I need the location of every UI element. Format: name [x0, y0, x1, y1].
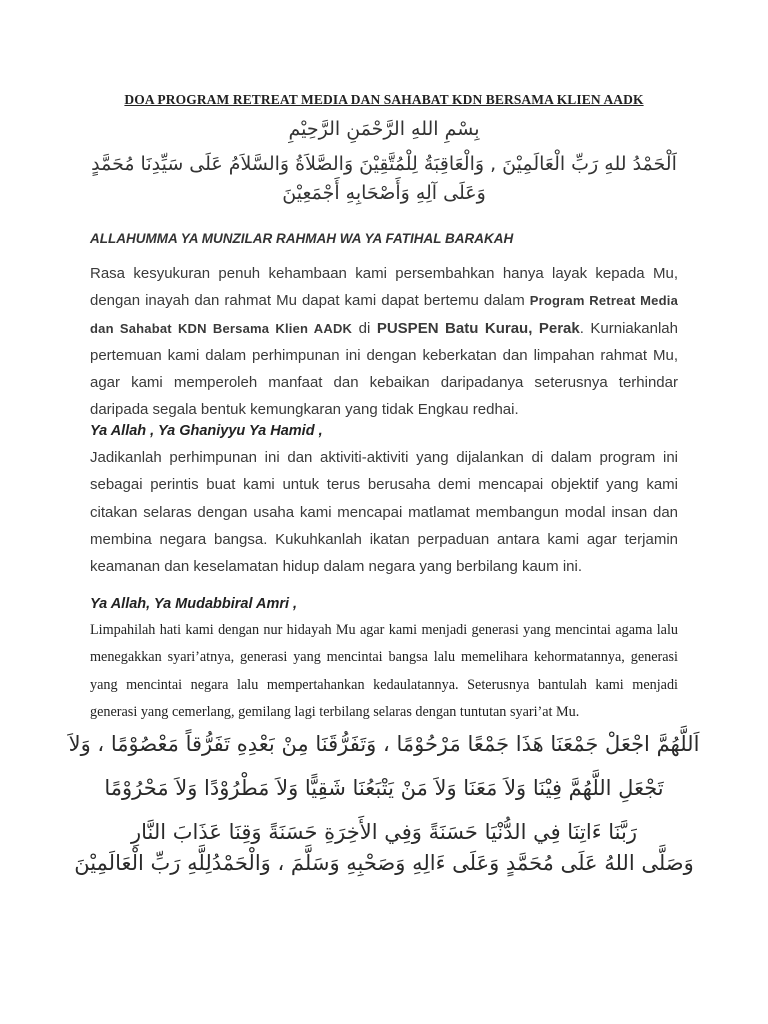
paragraph-gratitude [90, 260, 678, 424]
program-name: Program Retreat Media dan Sahabat KDN Bersama Klien AADK [90, 293, 678, 336]
paragraph-gratitude-text-a: Rasa kesyukuran penuh kehambaan kami persembahkan hanya layak kepada Mu, dengan inayah dan rahmat Mu dapat kami dapat bertemu dalam [90, 265, 678, 310]
closing-arabic-line-3: رَبَّنَا ءَاتِنَا فِي الدُّنْيَا حَسَنَةً وَفِي الأَخِرَةِ حَسَنَةً وَقِنَا عَذَابَ النَّارِ [130, 820, 637, 844]
closing-arabic-line-2: تَجْعَلِ اللَّهُمَّ فِيْنَا وَلاَ مَعَنَا وَلاَ مَنْ يَتْبَعُنَا شَقِيًّا وَلاَ مَطْرُوْدًا وَلاَ مَحْرُوْمًا [104, 776, 664, 800]
preposition-di: di [358, 319, 371, 337]
paragraph-program-goals: Jadikanlah perhimpunan ini dan aktiviti-aktiviti yang dijalankan di dalam program ini sebagai perintis buat kami untuk terus berusaha demi mencapai objektif yang kami citakan selaras dengan usaha kami mencapai matlamat membangun modal insan dan membina negara bangsa. Kukuhkanlah ikatan perpaduan antara kami agar terjamin keamanan dan keselamatan hidup dalam negara yang berbilang kaum ini. [90, 449, 678, 576]
closing-arabic-line-1: اَللَّهُمَّ اجْعَلْ جَمْعَنَا هَذَا جَمْعًا مَرْحُوْمًا ، وَتَفَرُّقَنَا مِنْ بَعْدِهِ تَفَرُّقاً مَعْصُوْمًا ، وَلاَ [68, 732, 700, 756]
program-location: PUSPEN Batu Kurau, Perak [376, 319, 580, 337]
heading-ya-ghaniyyu: Ya Allah , Ya Ghaniyyu Ya Hamid , [90, 423, 323, 439]
paragraph-generation: Limpahilah hati kami dengan nur hidayah Mu agar kami menjadi generasi yang mencintai agama lalu menegakkan syari’atnya, generasi yang mencintai bangsa lalu memelihara kehormatannya, generasi yang mencintai negara lalu mempertahankan kedaulatannya. Seterusnya bantulah kami menjadi generasi yang cemerlang, gemilang lagi terbilang selaras dengan tuntutan syari’at Mu. [90, 622, 678, 720]
closing-arabic-line-4: وَصَلَّى اللهُ عَلَى مُحَمَّدٍ وَعَلَى ءَالِهِ وَصَحْبِهِ وَسَلَّمَ ، وَالْحَمْدُلِلَّهِ رَبِّ الْعَالَمِيْنَ [74, 851, 694, 875]
heading-ya-mudabbiral: Ya Allah, Ya Mudabbiral Amri , [90, 596, 298, 612]
heading-allahumma: ALLAHUMMA YA MUNZILAR RAHMAH WA YA FATIHAL BARAKAH [90, 231, 514, 246]
basmalah: بِسْمِ اللهِ الرَّحْمَنِ الرَّحِيْمِ [288, 118, 480, 140]
opening-arabic: اَلْحَمْدُ للهِ رَبِّ الْعَالَمِيْنَ , وَالْعَاقِبَةُ لِلْمُتَّقِيْنَ وَالصَّلاَةُ وَالسَّلاَمُ عَلَى سَيِّدِنَا مُحَمَّدٍ وَعَلَى آلِهِ وَأَصْحَابِهِ أَجْمَعِيْنَ [91, 153, 677, 204]
paragraph-gratitude-text-b: . Kurniakanlah pertemuan kami dalam perhimpunan ini dengan keberkatan dan limpahan rahmat Mu, agar kami memperoleh manfaat dan kebaikan daripadanya seterusnya terhindar daripada segala bentuk kemungkaran yang tidak Engkau redhai. [90, 319, 678, 419]
document-title: DOA PROGRAM RETREAT MEDIA DAN SAHABAT KDN BERSAMA KLIEN AADK [124, 92, 644, 107]
